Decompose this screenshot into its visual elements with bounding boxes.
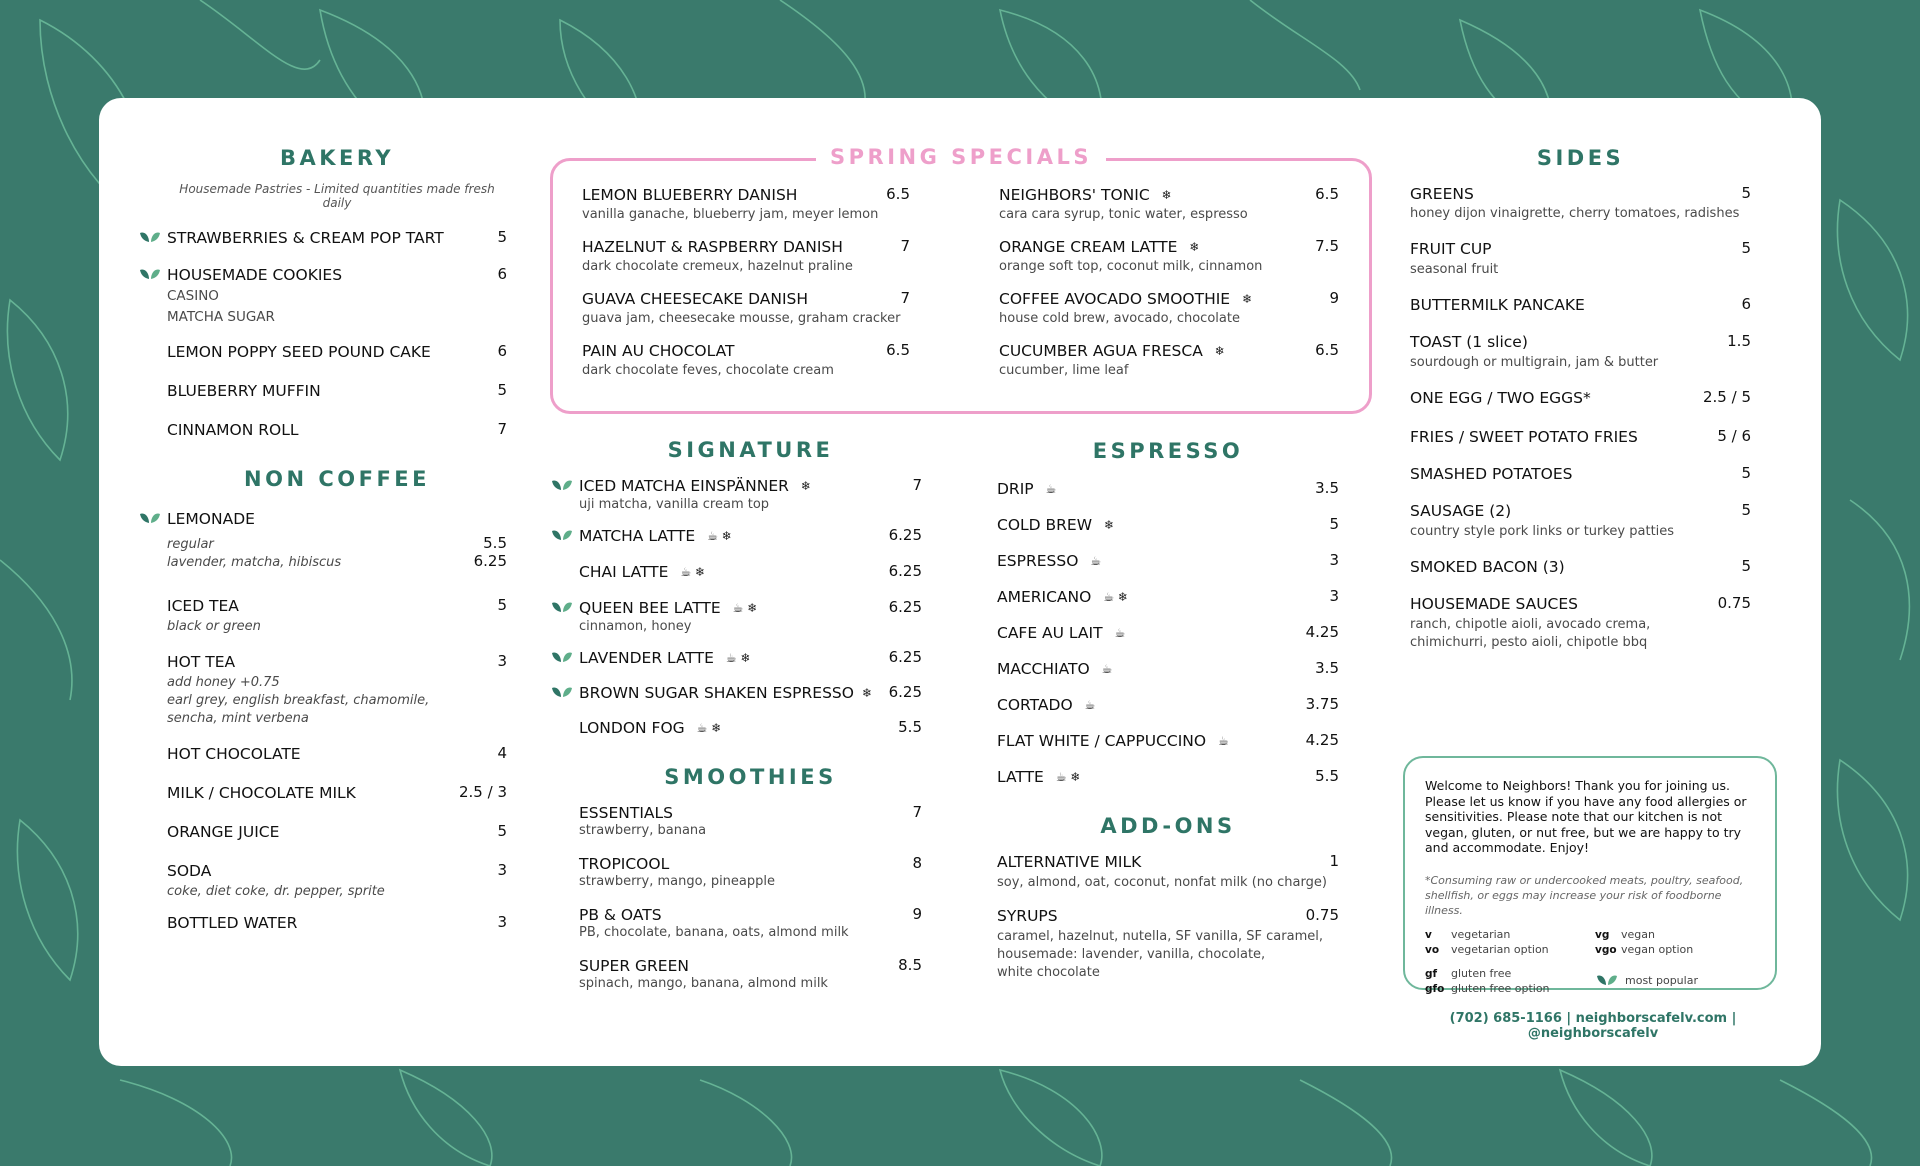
menu-item <box>997 906 1339 982</box>
menu-item <box>579 718 922 737</box>
item-desc: add honey +0.75 <box>167 675 280 690</box>
item-desc: soy, almond, oat, coconut, nonfat milk (no charge) <box>997 875 1327 890</box>
item-price: 1 <box>1329 852 1339 870</box>
sides-title: SIDES <box>1536 146 1625 170</box>
info-box <box>1403 756 1777 995</box>
item-price: 5 <box>1741 557 1751 575</box>
spring-left-list <box>582 185 910 380</box>
menu-item <box>167 228 507 247</box>
item-desc: caramel, hazelnut, nutella, SF vanilla, SF caramel, <box>997 929 1323 944</box>
dietary-legend <box>1425 928 1755 1004</box>
item-desc: orange soft top, coconut milk, cinnamon <box>999 259 1263 274</box>
item-option: regular <box>167 537 214 552</box>
item-desc: uji matcha, vanilla cream top <box>579 497 770 512</box>
item-price: 2.5 / 5 <box>1703 388 1751 406</box>
menu-item <box>997 852 1339 892</box>
item-name: CORTADO <box>997 696 1073 714</box>
item-price: 5 <box>1329 515 1339 533</box>
item-name: LONDON FOG <box>579 719 685 737</box>
most-popular-leaf-icon <box>551 649 573 664</box>
spring-specials-title: SPRING SPECIALS <box>553 145 1369 169</box>
menu-item <box>579 803 922 840</box>
most-popular-leaf-icon <box>551 684 573 699</box>
item-name: COFFEE AVOCADO SMOOTHIE <box>999 290 1231 308</box>
iced-icon: ❄ <box>1104 518 1115 532</box>
most-popular-leaf-icon <box>1595 972 1619 987</box>
menu-item <box>579 598 922 636</box>
hot-iced-icons: ☕ ❄ <box>707 529 732 543</box>
item-price: 8.5 <box>898 956 922 974</box>
item-price: 7 <box>900 237 910 255</box>
item-price: 7 <box>912 476 922 494</box>
iced-icon: ❄ <box>861 686 873 700</box>
item-name: ESPRESSO <box>997 552 1079 570</box>
legend-item: v vegetarian <box>1425 927 1511 941</box>
menu-item <box>167 342 507 361</box>
item-name: TOAST (1 slice) <box>1410 333 1528 351</box>
item-name: GREENS <box>1410 185 1474 203</box>
hot-iced-icons: ☕ ❄ <box>680 565 706 579</box>
menu-item <box>1410 184 1751 223</box>
item-price: 4.25 <box>1305 623 1339 641</box>
menu-item <box>1410 557 1751 576</box>
menu-item <box>167 861 507 901</box>
iced-icon: ❄ <box>800 479 811 493</box>
menu-item <box>167 913 507 932</box>
item-name: HAZELNUT & RASPBERRY DANISH <box>582 238 843 256</box>
legend-item: vo vegetarian option <box>1425 942 1549 956</box>
menu-item <box>579 956 922 993</box>
item-price: 6.25 <box>888 648 922 666</box>
contact-line[interactable]: (702) 685-1166 | neighborscafelv.com | @neighborscafelv <box>1449 1011 1737 1041</box>
most-popular-leaf-icon <box>139 510 161 525</box>
item-desc: chimichurri, pesto aioli, chipotle bbq <box>1410 635 1648 650</box>
non-coffee-title: NON COFFEE <box>244 467 430 491</box>
item-name: LAVENDER LATTE <box>579 649 714 667</box>
item-price: 6 <box>497 265 507 283</box>
item-name: MATCHA LATTE <box>579 527 696 545</box>
item-name: SUPER GREEN <box>579 957 689 975</box>
item-price: 5.5 <box>483 534 507 552</box>
hot-icon: ☕ <box>1101 662 1113 676</box>
menu-item <box>997 587 1339 606</box>
item-price: 5.5 <box>1315 767 1339 785</box>
menu-item <box>997 659 1339 678</box>
item-price: 3 <box>497 913 507 931</box>
item-name: FRUIT CUP <box>1410 240 1492 258</box>
menu-item <box>997 623 1339 642</box>
most-popular-leaf-icon <box>551 527 573 542</box>
item-price: 5 <box>497 381 507 399</box>
item-name: BROWN SUGAR SHAKEN ESPRESSO <box>579 684 854 702</box>
iced-icon: ❄ <box>1161 188 1172 202</box>
item-name: ORANGE CREAM LATTE <box>999 238 1178 256</box>
item-desc: cinnamon, honey <box>579 619 692 634</box>
item-price: 3 <box>497 652 507 670</box>
item-desc: honey dijon vinaigrette, cherry tomatoes, radishes <box>1410 206 1740 221</box>
menu-item <box>1410 464 1751 483</box>
item-price: 6 <box>1741 295 1751 313</box>
item-desc: spinach, mango, banana, almond milk <box>579 976 828 991</box>
item-name: ESSENTIALS <box>579 804 673 822</box>
hot-iced-icons: ☕ ❄ <box>1103 590 1128 604</box>
legend-item: vg vegan <box>1595 927 1655 941</box>
item-name: AMERICANO <box>997 588 1092 606</box>
item-price: 6.5 <box>886 341 910 359</box>
menu-item <box>1410 427 1751 446</box>
menu-item <box>582 185 910 224</box>
item-name: STRAWBERRIES & CREAM POP TART <box>167 229 444 247</box>
item-price: 3.5 <box>1315 659 1339 677</box>
item-desc: country style pork links or turkey patties <box>1410 524 1675 539</box>
item-desc: strawberry, banana <box>579 823 707 838</box>
item-price: 6.25 <box>888 562 922 580</box>
signature-column <box>579 438 922 993</box>
item-price: 8 <box>912 854 922 872</box>
item-name: SMASHED POTATOES <box>1410 465 1573 483</box>
item-name: SMOKED BACON (3) <box>1410 558 1565 576</box>
bakery-column <box>167 98 507 932</box>
menu-item <box>167 509 507 572</box>
menu-item <box>167 652 507 728</box>
item-name: LEMON POPPY SEED POUND CAKE <box>167 343 431 361</box>
menu-item <box>999 185 1339 224</box>
item-price: 5 / 6 <box>1717 427 1751 445</box>
item-option: lavender, matcha, hibiscus <box>167 555 342 570</box>
item-price: 6.5 <box>886 185 910 203</box>
item-name: FRIES / SWEET POTATO FRIES <box>1410 428 1638 446</box>
most-popular-leaf-icon <box>139 266 161 281</box>
iced-icon: ❄ <box>1242 292 1253 306</box>
item-price: 5.5 <box>898 718 922 736</box>
menu-item <box>999 341 1339 380</box>
menu-item <box>1410 594 1751 652</box>
item-desc: earl grey, english breakfast, chamomile, <box>167 693 430 708</box>
item-name: CAFE AU LAIT <box>997 624 1103 642</box>
addons-title: ADD-ONS <box>1100 814 1236 838</box>
item-price: 5 <box>1741 464 1751 482</box>
item-desc: white chocolate <box>997 965 1100 980</box>
hot-iced-icons: ☕ ❄ <box>725 651 751 665</box>
item-name: NEIGHBORS' TONIC <box>999 186 1150 204</box>
item-name: PB & OATS <box>579 906 662 924</box>
item-name: LATTE <box>997 768 1044 786</box>
menu-item <box>997 695 1339 714</box>
most-popular-leaf-icon <box>139 229 161 244</box>
espresso-column <box>997 439 1339 982</box>
hot-icon: ☕ <box>1114 626 1126 640</box>
item-name: ALTERNATIVE MILK <box>997 853 1142 871</box>
menu-item <box>999 237 1339 276</box>
item-price: 5 <box>1741 184 1751 202</box>
bakery-title: BAKERY <box>279 146 395 170</box>
item-desc: sourdough or multigrain, jam & butter <box>1410 355 1659 370</box>
item-desc: MATCHA SUGAR <box>167 309 275 325</box>
item-price: 7 <box>912 803 922 821</box>
menu-item <box>582 289 910 328</box>
menu-item <box>579 854 922 891</box>
item-name: CHAI LATTE <box>579 563 669 581</box>
menu-item <box>1410 332 1751 372</box>
item-price: 0.75 <box>1717 594 1751 612</box>
spring-specials-box <box>550 145 1372 414</box>
item-desc: coke, diet coke, dr. pepper, sprite <box>167 884 385 899</box>
hot-iced-icons: ☕ ❄ <box>732 601 758 615</box>
item-desc: cucumber, lime leaf <box>999 363 1129 378</box>
menu-item <box>167 744 507 763</box>
menu-item <box>579 526 922 545</box>
menu-item <box>997 551 1339 570</box>
item-desc: dark chocolate feves, chocolate cream <box>582 363 834 378</box>
item-price: 6.5 <box>1315 185 1339 203</box>
item-price: 0.75 <box>1305 906 1339 924</box>
item-price: 6.25 <box>888 598 922 616</box>
most-popular-leaf-icon <box>551 477 573 492</box>
item-name: MACCHIATO <box>997 660 1090 678</box>
item-price: 5 <box>1741 501 1751 519</box>
item-name: HOUSEMADE SAUCES <box>1410 595 1578 613</box>
item-price: 3.5 <box>1315 479 1339 497</box>
item-name: HOT TEA <box>167 653 236 671</box>
item-name: BUTTERMILK PANCAKE <box>1410 296 1585 314</box>
item-price: 3 <box>1329 551 1339 569</box>
item-price: 5 <box>1741 239 1751 257</box>
menu-item <box>167 381 507 400</box>
menu-item <box>1410 239 1751 279</box>
most-popular-leaf-icon <box>551 599 573 614</box>
menu-item <box>579 683 922 702</box>
item-price: 1.5 <box>1727 332 1751 350</box>
menu-item <box>579 562 922 581</box>
menu-item <box>579 476 922 514</box>
menu-item <box>167 420 507 439</box>
item-name: SAUSAGE (2) <box>1410 502 1512 520</box>
item-price: 3 <box>1329 587 1339 605</box>
item-name: CUCUMBER AGUA FRESCA <box>999 342 1203 360</box>
item-price: 5 <box>497 596 507 614</box>
hot-icon: ☕ <box>1090 554 1102 568</box>
item-price: 6 <box>497 342 507 360</box>
legend-item: gfo gluten free option <box>1425 981 1550 995</box>
legend-item: gf gluten free <box>1425 966 1512 980</box>
item-price: 7 <box>497 420 507 438</box>
item-price: 7 <box>900 289 910 307</box>
menu-item <box>167 265 507 328</box>
menu-item <box>582 237 910 276</box>
item-price: 2.5 / 3 <box>459 783 507 801</box>
item-name: TROPICOOL <box>579 855 670 873</box>
item-desc: housemade: lavender, vanilla, chocolate, <box>997 947 1266 962</box>
item-desc: cara cara syrup, tonic water, espresso <box>999 207 1248 222</box>
item-name: ONE EGG / TWO EGGS* <box>1410 389 1591 407</box>
menu-item <box>1410 295 1751 314</box>
espresso-title: ESPRESSO <box>1092 439 1244 463</box>
menu-item <box>579 905 922 942</box>
item-desc: vanilla ganache, blueberry jam, meyer lemon <box>582 207 879 222</box>
item-name: BLUEBERRY MUFFIN <box>167 382 321 400</box>
item-desc: sencha, mint verbena <box>167 711 309 726</box>
menu-item <box>997 515 1339 534</box>
iced-icon: ❄ <box>1189 240 1200 254</box>
legend-item: most popular <box>1595 972 1698 987</box>
welcome-message: Welcome to Neighbors! Thank you for joining us. Please let us know if you have any food allergies or sensitivities. Please note that our kitchen is not vegan, gluten, or nut free, but we are happy to try and accommodate. Enjoy! <box>1425 778 1747 855</box>
item-desc: house cold brew, avocado, chocolate <box>999 311 1240 326</box>
item-price: 9 <box>1329 289 1339 307</box>
item-name: MILK / CHOCOLATE MILK <box>167 784 356 802</box>
item-name: ICED MATCHA EINSPÄNNER <box>579 477 789 495</box>
item-price: 6.5 <box>1315 341 1339 359</box>
item-name: PAIN AU CHOCOLAT <box>582 342 735 360</box>
item-name: GUAVA CHEESECAKE DANISH <box>582 290 809 308</box>
item-price: 4 <box>497 744 507 762</box>
sides-column <box>1410 98 1751 652</box>
item-name: SODA <box>167 862 212 880</box>
item-price: 9 <box>912 905 922 923</box>
item-name: DRIP <box>997 480 1034 498</box>
item-name: BOTTLED WATER <box>167 914 298 932</box>
item-price: 6.25 <box>888 526 922 544</box>
menu-item <box>579 648 922 667</box>
item-name: LEMON BLUEBERRY DANISH <box>582 186 798 204</box>
item-price: 5 <box>497 822 507 840</box>
item-price: 3.75 <box>1305 695 1339 713</box>
item-desc: black or green <box>167 619 261 634</box>
item-name: HOT CHOCOLATE <box>167 745 301 763</box>
item-desc: PB, chocolate, banana, oats, almond milk <box>579 925 849 940</box>
menu-item <box>582 341 910 380</box>
signature-title: SIGNATURE <box>667 438 834 462</box>
menu-card <box>99 98 1821 1066</box>
item-desc: seasonal fruit <box>1410 262 1499 277</box>
hot-icon: ☕ <box>1084 698 1096 712</box>
menu-item <box>167 596 507 636</box>
hot-icon: ☕ <box>1045 482 1057 496</box>
menu-item <box>997 479 1339 498</box>
item-name: QUEEN BEE LATTE <box>579 599 721 617</box>
item-price: 6.25 <box>473 552 507 570</box>
item-name: FLAT WHITE / CAPPUCCINO <box>997 732 1207 750</box>
hot-iced-icons: ☕ ❄ <box>696 721 722 735</box>
menu-item <box>167 783 507 802</box>
hot-icon: ☕ <box>1218 734 1229 748</box>
food-warning: *Consuming raw or undercooked meats, poultry, seafood, shellfish, or eggs may increase your risk of foodborne illness. <box>1425 873 1744 917</box>
menu-item <box>999 289 1339 328</box>
item-name: HOUSEMADE COOKIES <box>167 266 343 284</box>
iced-icon: ❄ <box>1214 344 1225 358</box>
item-price: 6.25 <box>888 683 922 701</box>
item-desc: CASINO <box>167 288 219 304</box>
item-price: 4.25 <box>1305 731 1339 749</box>
item-name: ICED TEA <box>167 597 239 615</box>
item-name: COLD BREW <box>997 516 1093 534</box>
item-name: CINNAMON ROLL <box>167 421 299 439</box>
menu-item <box>997 767 1339 786</box>
menu-item <box>997 731 1339 750</box>
menu-item <box>1410 388 1751 407</box>
bakery-subtitle: Housemade Pastries - Limited quantities made fresh daily <box>179 182 495 210</box>
item-desc: ranch, chipotle aioli, avocado crema, <box>1410 617 1651 632</box>
item-name: SYRUPS <box>997 907 1058 925</box>
item-desc: dark chocolate cremeux, hazelnut praline <box>582 259 853 274</box>
item-desc: guava jam, cheesecake mousse, graham cracker <box>582 311 901 326</box>
item-desc: strawberry, mango, pineapple <box>579 874 776 889</box>
item-price: 3 <box>497 861 507 879</box>
item-name: LEMONADE <box>167 510 255 528</box>
item-price: 5 <box>497 228 507 246</box>
menu-item <box>1410 501 1751 541</box>
menu-item <box>167 822 507 841</box>
item-name: ORANGE JUICE <box>167 823 280 841</box>
legend-item: vgo vegan option <box>1595 942 1694 956</box>
hot-iced-icons: ☕ ❄ <box>1055 770 1081 784</box>
item-price: 7.5 <box>1315 237 1339 255</box>
smoothies-title: SMOOTHIES <box>664 765 837 789</box>
spring-right-list <box>999 185 1339 380</box>
